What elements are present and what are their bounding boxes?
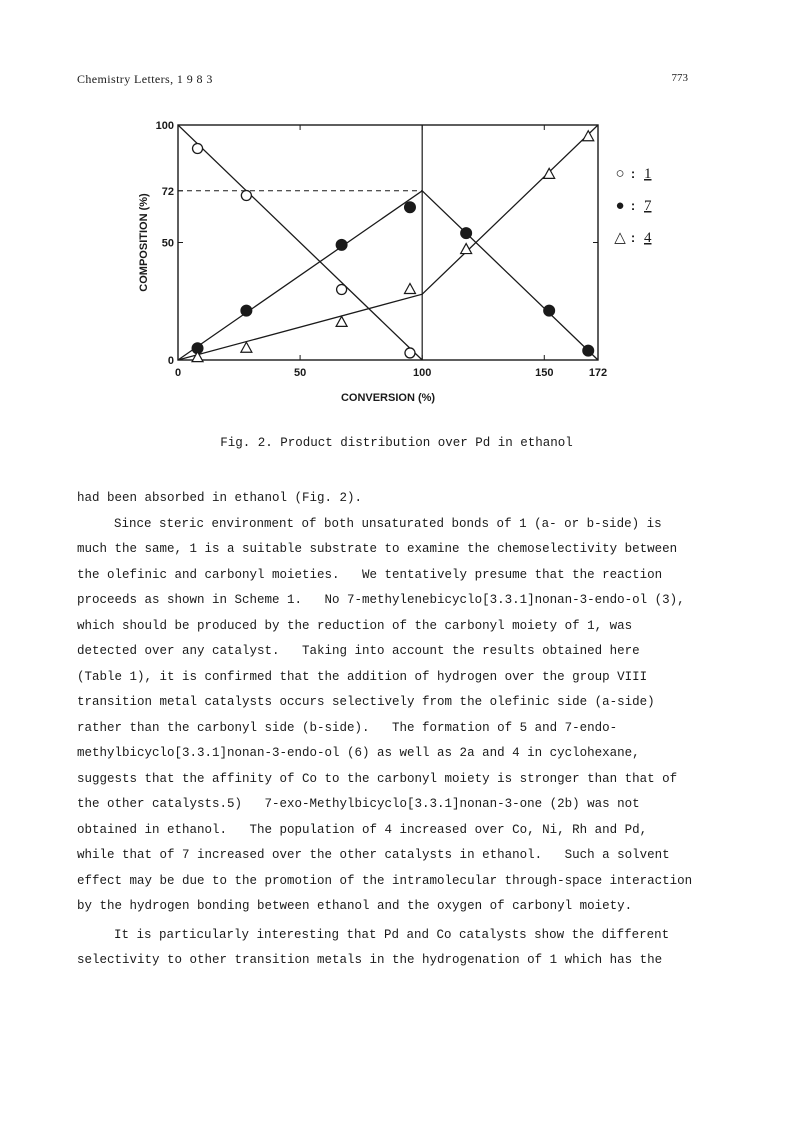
legend-label: 4: [644, 230, 652, 246]
open-triangle-point-4: [404, 284, 415, 294]
x-tick-label: 50: [293, 367, 307, 379]
legend-separator: :: [630, 166, 636, 181]
legend-separator: :: [630, 198, 636, 213]
open-circle-point-1: [193, 144, 203, 154]
text-line: transition metal catalysts occurs selectively from the olefinic side (a-side): [77, 695, 655, 709]
open-triangle-point-4: [544, 168, 555, 178]
open-triangle-point-4: [336, 316, 347, 326]
chart-axes: [138, 120, 607, 404]
text-line: which should be produced by the reduction of the carbonyl moiety of 1, was: [77, 618, 633, 633]
legend-separator: :: [630, 230, 636, 245]
open-circle-point-1: [241, 191, 251, 201]
legend-label: 7: [644, 198, 652, 214]
x-tick-label: 150: [535, 367, 554, 379]
legend-symbol: △: [614, 229, 626, 246]
text-line: while that of 7 increased over the other catalysts in ethanol. Such a solvent: [77, 848, 670, 862]
text-line: rather than the carbonyl side (b-side). The formation of 5 and 7-endo-: [77, 720, 618, 735]
open-circle-point-1: [337, 285, 347, 295]
open-circle-point-1: [405, 348, 415, 358]
y-tick-label: 72: [161, 185, 174, 198]
text-line: methylbicyclo[3.3.1]nonan-3-endo-ol (6) as well as 2a and 4 in cyclohexane,: [77, 746, 640, 760]
y-tick-label: 50: [161, 237, 174, 250]
filled-circle-point-7: [461, 228, 472, 239]
y-axis-label: COMPOSITION (%): [138, 193, 150, 292]
open-triangle-point-4: [241, 342, 252, 352]
composition-conversion-chart: [140, 110, 660, 410]
filled-circle-point-7: [336, 239, 347, 250]
filled-circle-point-7: [583, 345, 594, 356]
x-tick-label: 172: [588, 367, 608, 379]
text-line: proceeds as shown in Scheme 1. No 7-methylenebicyclo[3.3.1]nonan-3-endo-ol (3),: [77, 593, 685, 607]
plot-frame: [178, 125, 598, 360]
open-triangle-point-4: [583, 131, 594, 141]
text-line: the olefinic and carbonyl moieties. We tentatively presume that the reaction: [77, 567, 663, 582]
x-tick-label: 100: [413, 367, 432, 379]
y-tick-label: 100: [155, 120, 174, 132]
running-header-journal: Chemistry Letters, 1 9 8 3: [77, 72, 213, 86]
legend-symbol: ●: [615, 197, 625, 214]
text-line: the other catalysts.5) 7-exo-Methylbicyclo[3.3.1]nonan-3-one (2b) was not: [77, 797, 640, 811]
text-line: by the hydrogen bonding between ethanol and the oxygen of carbonyl moiety.: [77, 899, 633, 913]
text-line: selectivity to other transition metals in the hydrogenation of 1 which has the: [77, 953, 663, 967]
running-header-page-number: 773: [671, 72, 688, 84]
filled-circle-point-7: [544, 305, 555, 316]
series-line-1: [178, 125, 422, 360]
x-tick-label: 0: [174, 367, 182, 379]
filled-circle-point-7: [241, 305, 252, 316]
figure-caption: Fig. 2. Product distribution over Pd in ethanol: [220, 436, 573, 450]
chart-series-lines: [178, 125, 598, 360]
series-line-4: [178, 125, 598, 360]
paragraph-1: [77, 486, 717, 512]
x-axis-label: CONVERSION (%): [340, 392, 436, 404]
series-line-7: [178, 191, 598, 360]
text-line: effect may be due to the promotion of the intramolecular through-space interaction: [77, 873, 693, 888]
body-text: [77, 486, 717, 974]
text-line: It is particularly interesting that Pd and Co catalysts show the different: [114, 927, 670, 942]
text-line: had been absorbed in ethanol (Fig. 2).: [77, 491, 363, 505]
paragraph-3: [77, 923, 717, 974]
chart-legend: [614, 165, 652, 246]
legend-symbol: ○: [615, 165, 625, 182]
text-line: obtained in ethanol. The population of 4 increased over Co, Ni, Rh and Pd,: [77, 822, 648, 837]
chart-markers: [192, 131, 594, 362]
paragraph-2: [77, 512, 717, 920]
text-line: (Table 1), it is confirmed that the addition of hydrogen over the group VIII: [77, 669, 648, 684]
y-tick-label: 0: [167, 355, 174, 367]
text-line: Since steric environment of both unsaturated bonds of 1 (a- or b-side) is: [114, 516, 662, 531]
text-line: detected over any catalyst. Taking into account the results obtained here: [77, 644, 640, 658]
legend-label: 1: [644, 166, 652, 182]
text-line: suggests that the affinity of Co to the carbonyl moiety is stronger than that of: [77, 771, 678, 786]
filled-circle-point-7: [404, 202, 415, 213]
text-line: much the same, 1 is a suitable substrate to examine the chemoselectivity between: [77, 542, 678, 556]
